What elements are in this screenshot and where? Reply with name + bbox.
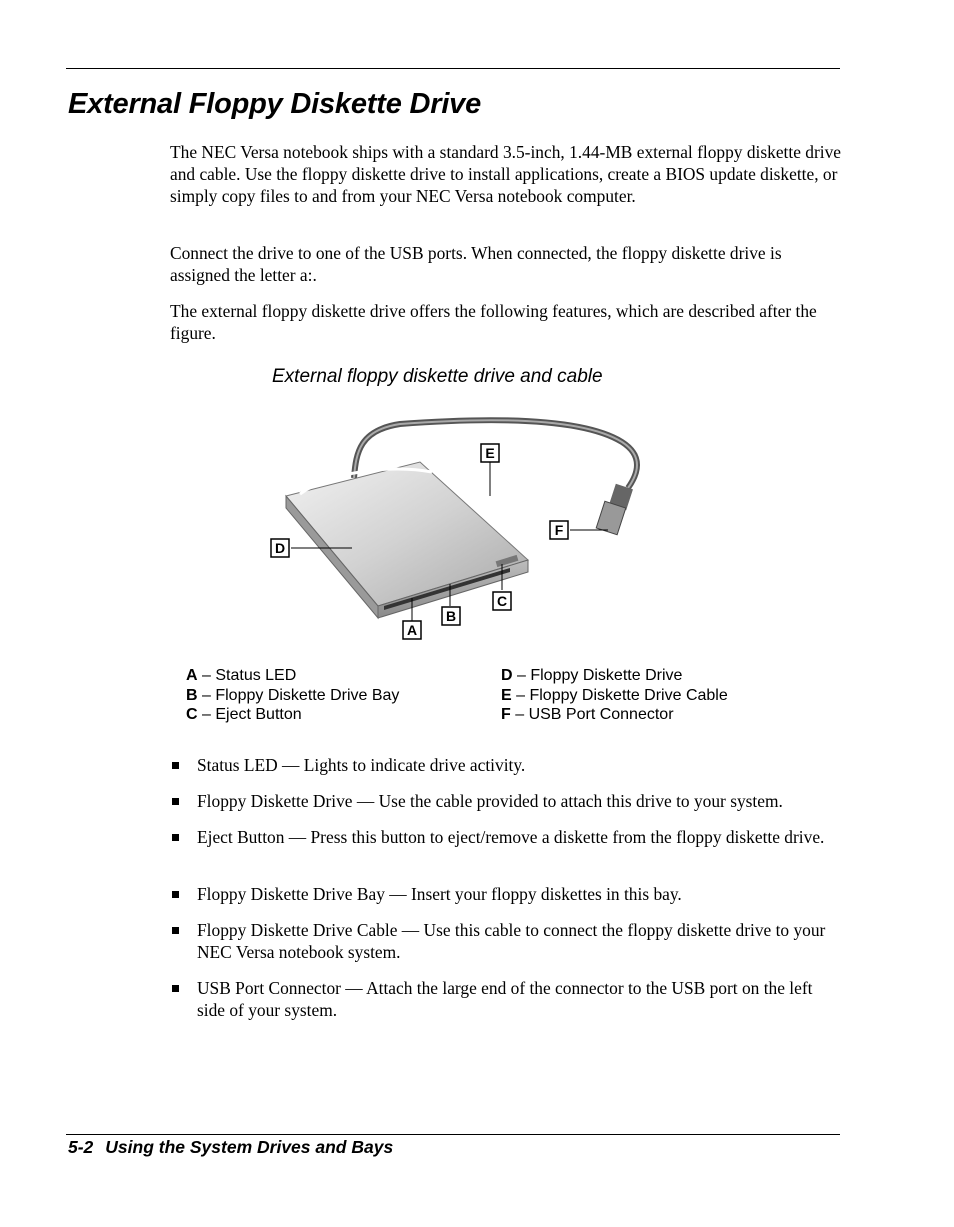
bullet-square-icon [172, 891, 179, 898]
bullet-square-icon [172, 927, 179, 934]
legend-item-b: B – Floppy Diskette Drive Bay [186, 686, 400, 704]
legend-item-f: F – USB Port Connector [501, 706, 674, 723]
svg-text:B: B [445, 608, 457, 624]
page-title: External Floppy Diskette Drive [68, 88, 482, 120]
legend-item-c: C – Eject Button [186, 706, 302, 723]
usb-connector-icon [596, 484, 633, 535]
floppy-drive-figure [260, 412, 660, 648]
svg-text:D: D [274, 540, 286, 556]
list-item: USB Port Connector — Attach the large end of the connector to the USB port on the left side of your system. [170, 977, 838, 1021]
intro-paragraph: The NEC Versa notebook ships with a standard 3.5-inch, 1.44-MB external floppy diskette drive and cable. Use the floppy diskette drive to install applications, create a BIOS update diskette, or simply copy files to and from your NEC Versa notebook computer. [170, 142, 842, 206]
list-item: Floppy Diskette Drive Bay — Insert your floppy diskettes in this bay. [170, 883, 838, 905]
callout-f [550, 521, 568, 539]
callout-d [271, 539, 289, 557]
callout-b [442, 607, 460, 625]
svg-text:E: E [485, 445, 495, 461]
callout-e [481, 444, 499, 462]
footer-rule [66, 1134, 840, 1135]
svg-text:A: A [406, 622, 418, 638]
list-item: Status LED — Lights to indicate drive activity. [170, 754, 838, 776]
bullet-square-icon [172, 985, 179, 992]
svg-text:F: F [554, 522, 564, 538]
legend-item-a: A – Status LED [186, 667, 297, 684]
figure-caption: External floppy diskette drive and cable [272, 366, 603, 387]
page-footer [68, 1137, 393, 1158]
legend-item-e: E – Floppy Diskette Drive Cable [501, 686, 728, 704]
page-number: 5-2 [68, 1137, 94, 1157]
features-paragraph: The external floppy diskette drive offers the following features, which are described after the figure. [170, 301, 817, 343]
bullet-square-icon [172, 834, 179, 841]
connect-paragraph: Connect the drive to one of the USB ports. When connected, the floppy diskette drive is assigned the letter a:. [170, 243, 782, 285]
legend-item-d: D – Floppy Diskette Drive [501, 667, 683, 684]
floppy-drive-body [286, 462, 528, 618]
figure-legend-right [501, 666, 728, 725]
bullet-square-icon [172, 762, 179, 769]
list-item: Eject Button — Press this button to eject/remove a diskette from the floppy diskette drive. [170, 826, 838, 848]
footer-section-title: Using the System Drives and Bays [105, 1137, 394, 1157]
list-item: Floppy Diskette Drive Cable — Use this cable to connect the floppy diskette drive to your NEC Versa notebook system. [170, 919, 838, 963]
svg-text:C: C [496, 593, 508, 609]
bullet-square-icon [172, 798, 179, 805]
callout-c [493, 592, 511, 610]
figure-legend-left [186, 666, 399, 725]
list-item: Floppy Diskette Drive — Use the cable provided to attach this drive to your system. [170, 790, 838, 812]
callout-a [403, 621, 421, 639]
header-rule [66, 68, 840, 69]
